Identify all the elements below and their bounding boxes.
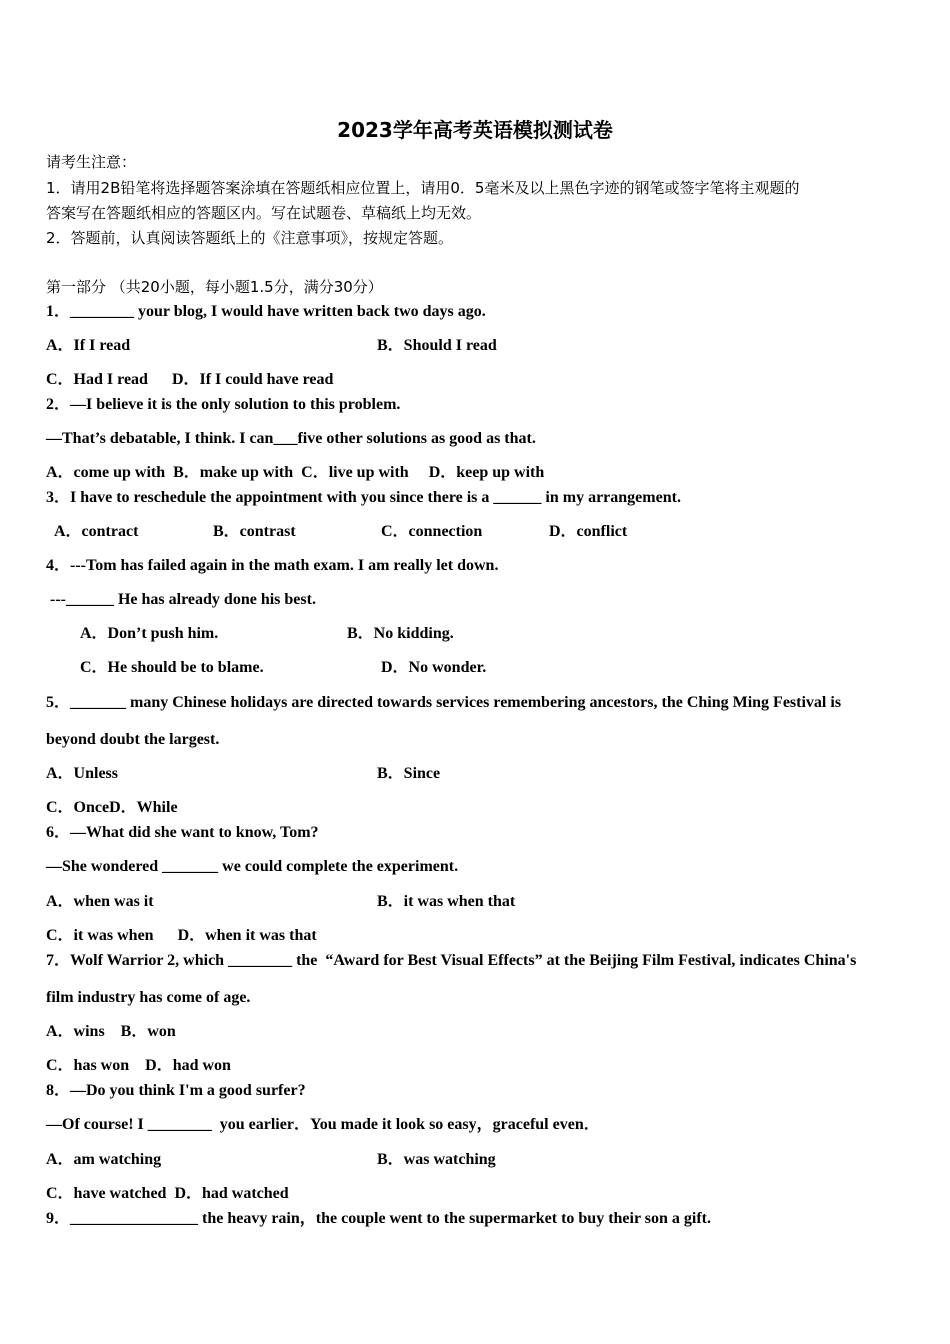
q4-option-b: B．No kidding. (347, 625, 454, 642)
q8-reply: —Of course! I ________ you earlier．You made it look so easy，graceful even． (46, 1116, 600, 1133)
q3-option-c: C．connection (381, 523, 483, 540)
q6-options-cd: C．it was when D．when it was that (46, 927, 317, 944)
q8-options-cd: C．have watched D．had watched (46, 1185, 289, 1202)
q4-reply: ---______ He has already done his best. (50, 591, 316, 608)
q2-reply: —That’s debatable, I think. I can___five other solutions as good as that. (46, 430, 536, 447)
q7-options-ab: A．wins B．won (46, 1023, 176, 1040)
q6-option-a: A．when was it (46, 893, 154, 910)
q5-option-b: B．Since (377, 765, 441, 782)
q1-option-b: B．Should I read (377, 337, 497, 354)
q6-reply: —She wondered _______ we could complete the experiment. (46, 858, 459, 875)
q8-option-a: A．am watching (46, 1151, 162, 1168)
question-1: 1．________ your blog, I would have written back two days ago. (46, 303, 486, 320)
question-2: 2．—I believe it is the only solution to this problem. (46, 396, 401, 413)
q8-option-b: B．was watching (377, 1151, 496, 1168)
question-7: 7．Wolf Warrior 2, which ________ the “Award for Best Visual Effects” at the Beijing Film Festival, indicates China's (46, 952, 857, 969)
q3-option-a: A．contract (54, 523, 139, 540)
question-8: 8．—Do you think I'm a good surfer? (46, 1082, 306, 1099)
q1-options-cd: C．Had I read D．If I could have read (46, 371, 334, 388)
question-7-cont: film industry has come of age. (46, 989, 251, 1006)
question-4: 4．---Tom has failed again in the math exam. I am really let down. (46, 557, 499, 574)
q4-option-a: A．Don’t push him. (80, 625, 219, 642)
question-6: 6．—What did she want to know, Tom? (46, 824, 319, 841)
question-9: 9．________________ the heavy rain，the couple went to the supermarket to buy their son a gift. (46, 1210, 712, 1227)
q1-option-a: A．If I read (46, 337, 131, 354)
q2-options: A．come up with B．make up with C．live up with D．keep up with (46, 464, 545, 481)
question-5-cont: beyond doubt the largest. (46, 731, 220, 748)
notice-item-1-cont: 答案写在答题纸相应的答题区内。写在试题卷、草稿纸上均无效。 (46, 204, 482, 222)
notice-item-2: 2．答题前，认真阅读答题纸上的《注意事项》，按规定答题。 (46, 229, 454, 247)
q3-option-b: B．contrast (213, 523, 296, 540)
question-5: 5．_______ many Chinese holidays are directed towards services remembering ancestors, the Ching Ming Festival is (46, 694, 842, 711)
q5-options-cd: C．OnceD．While (46, 799, 178, 816)
q3-option-d: D．conflict (549, 523, 628, 540)
q6-option-b: B．it was when that (377, 893, 516, 910)
notice-item-1: 1．请用2B铅笔将选择题答案涂填在答题纸相应位置上，请用0．5毫米及以上黑色字迹的钢笔或签字笔将主观题的 (46, 179, 800, 197)
page-title: 2023学年高考英语模拟测试卷 (337, 118, 613, 142)
q5-option-a: A．Unless (46, 765, 119, 782)
notice-heading: 请考生注意： (46, 153, 137, 171)
q7-options-cd: C．has won D．had won (46, 1057, 231, 1074)
section-heading: 第一部分 （共20小题，每小题1.5分，满分30分） (46, 278, 383, 296)
question-3: 3．I have to reschedule the appointment with you since there is a ______ in my arrangement. (46, 489, 681, 506)
q4-option-c: C．He should be to blame. (80, 659, 264, 676)
q4-option-d: D．No wonder. (381, 659, 487, 676)
